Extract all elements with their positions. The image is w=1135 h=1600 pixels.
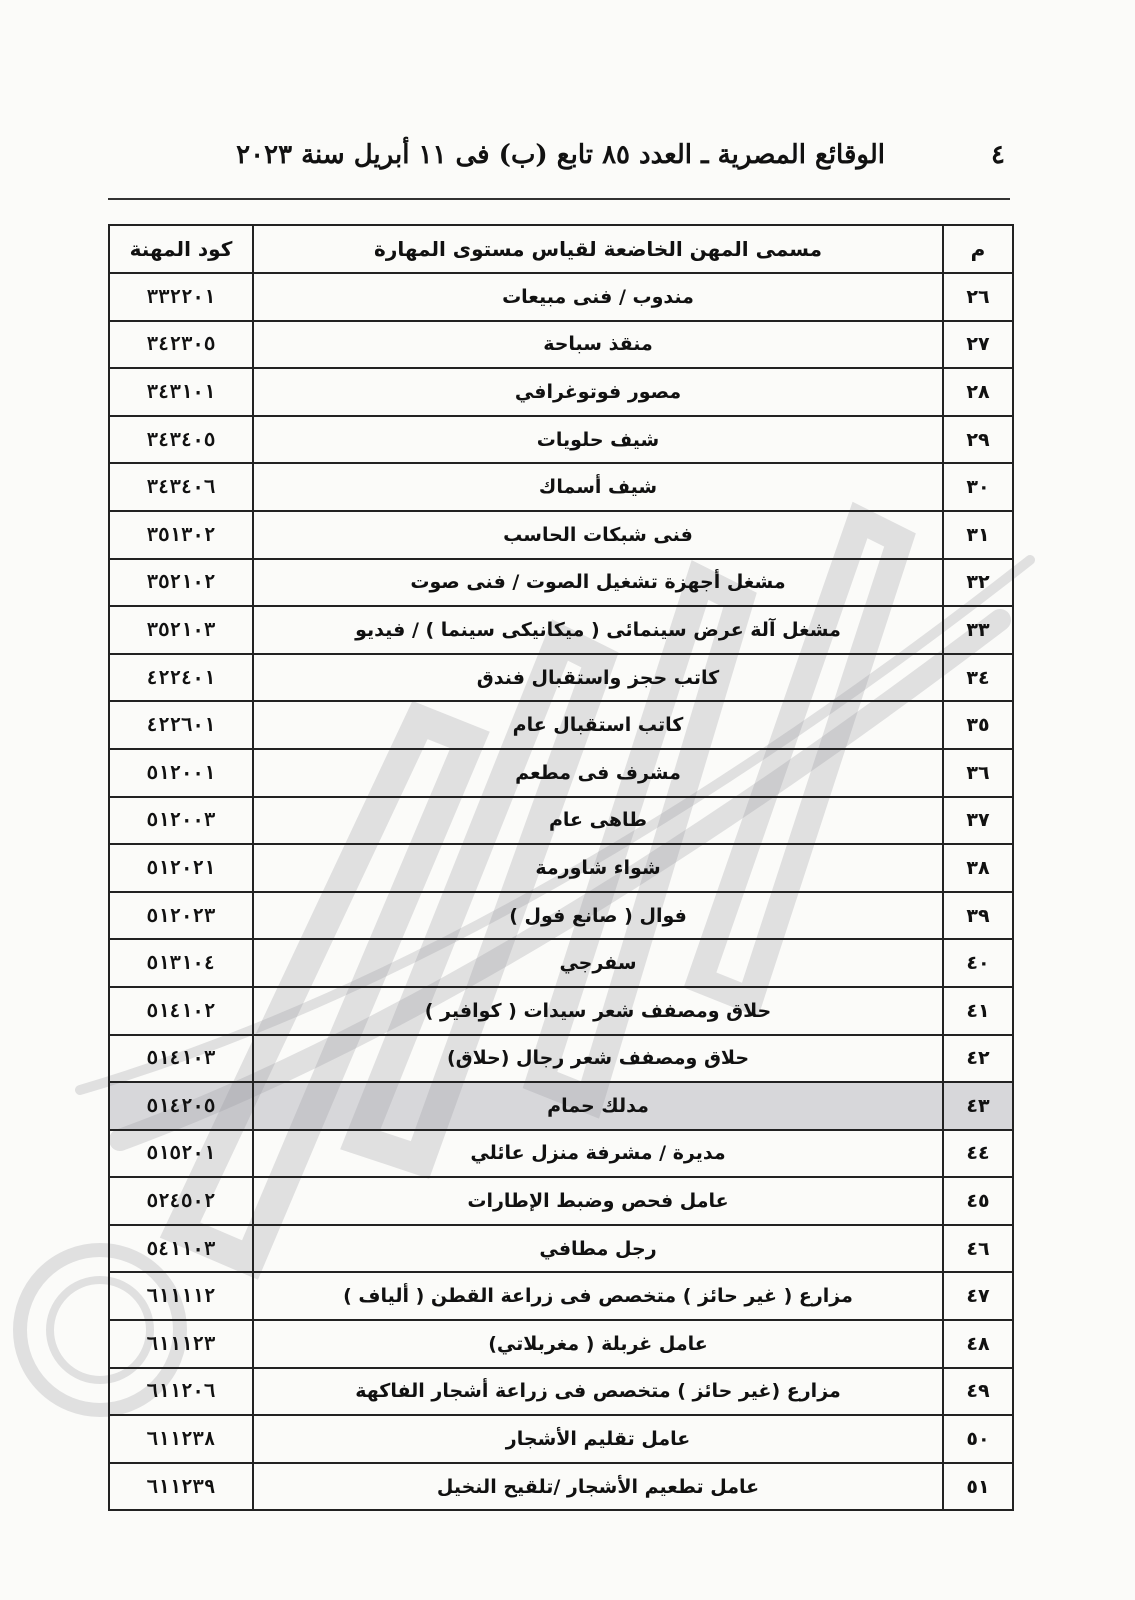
row-number-cell: ٤٨ xyxy=(943,1320,1013,1368)
profession-code-cell: ٥١٤٢٠٥ xyxy=(109,1082,253,1130)
profession-code-cell: ٦١١٢٣٩ xyxy=(109,1463,253,1511)
table-row xyxy=(109,797,1013,845)
profession-code-cell: ٦١١١٢٣ xyxy=(109,1320,253,1368)
page-number: ٤ xyxy=(991,140,1005,170)
profession-name-cell: سفرجي xyxy=(253,939,943,987)
table-row xyxy=(109,892,1013,940)
row-number-cell: ٣٦ xyxy=(943,749,1013,797)
profession-name-cell: مصور فوتوغرافي xyxy=(253,368,943,416)
table-row xyxy=(109,416,1013,464)
professions-table-container xyxy=(108,224,1012,1511)
profession-code-cell: ٥١٢٠٢١ xyxy=(109,844,253,892)
table-row xyxy=(109,1415,1013,1463)
profession-name-cell: عامل فحص وضبط الإطارات xyxy=(253,1177,943,1225)
profession-code-cell: ٣٥٢١٠٢ xyxy=(109,559,253,607)
profession-code-cell: ٣٤٣١٠١ xyxy=(109,368,253,416)
table-row xyxy=(109,463,1013,511)
row-number-cell: ٢٧ xyxy=(943,321,1013,369)
profession-code-cell: ٣٥١٣٠٢ xyxy=(109,511,253,559)
profession-name-cell: مشغل أجهزة تشغيل الصوت / فنى صوت xyxy=(253,559,943,607)
row-number-cell: ٣٨ xyxy=(943,844,1013,892)
profession-name-cell: رجل مطافي xyxy=(253,1225,943,1273)
profession-code-cell: ٦١١٢٠٦ xyxy=(109,1368,253,1416)
table-row xyxy=(109,1368,1013,1416)
table-header-row xyxy=(109,225,1013,273)
profession-name-cell: حلاق ومصفف شعر سيدات ( كوافير ) xyxy=(253,987,943,1035)
table-row xyxy=(109,368,1013,416)
profession-name-cell: عامل تطعيم الأشجار /تلقيح النخيل xyxy=(253,1463,943,1511)
table-row xyxy=(109,1177,1013,1225)
profession-name-cell: منقذ سباحة xyxy=(253,321,943,369)
row-number-cell: ٤٢ xyxy=(943,1035,1013,1083)
profession-code-cell: ٣٣٢٢٠١ xyxy=(109,273,253,321)
profession-code-cell: ٦١١٢٣٨ xyxy=(109,1415,253,1463)
row-number-cell: ٢٨ xyxy=(943,368,1013,416)
table-row xyxy=(109,1130,1013,1178)
profession-name-cell: مشرف فى مطعم xyxy=(253,749,943,797)
row-number-cell: ٥٠ xyxy=(943,1415,1013,1463)
table-row xyxy=(109,844,1013,892)
row-number-cell: ٤٠ xyxy=(943,939,1013,987)
table-row xyxy=(109,654,1013,702)
table-row xyxy=(109,511,1013,559)
profession-code-cell: ٥١٢٠٠٣ xyxy=(109,797,253,845)
row-number-cell: ٢٩ xyxy=(943,416,1013,464)
profession-code-cell: ٥١٢٠٠١ xyxy=(109,749,253,797)
table-body xyxy=(109,273,1013,1510)
row-number-cell: ٢٦ xyxy=(943,273,1013,321)
row-number-cell: ٣٠ xyxy=(943,463,1013,511)
row-number-cell: ٤٧ xyxy=(943,1272,1013,1320)
row-number-cell: ٣٣ xyxy=(943,606,1013,654)
profession-code-cell: ٥١٣١٠٤ xyxy=(109,939,253,987)
profession-name-cell: فوال ( صانع فول ) xyxy=(253,892,943,940)
profession-code-cell: ٥١٥٢٠١ xyxy=(109,1130,253,1178)
professions-table xyxy=(108,224,1014,1511)
profession-name-cell: عامل غربلة ( مغربلاتي) xyxy=(253,1320,943,1368)
table-row xyxy=(109,749,1013,797)
profession-code-cell: ٤٢٢٤٠١ xyxy=(109,654,253,702)
profession-name-cell: مديرة / مشرفة منزل عائلي xyxy=(253,1130,943,1178)
profession-code-cell: ٣٤٣٤٠٦ xyxy=(109,463,253,511)
profession-name-cell: طاهى عام xyxy=(253,797,943,845)
row-number-cell: ٤٥ xyxy=(943,1177,1013,1225)
row-number-cell: ٤١ xyxy=(943,987,1013,1035)
profession-name-cell: كاتب استقبال عام xyxy=(253,701,943,749)
table-row xyxy=(109,701,1013,749)
table-row xyxy=(109,939,1013,987)
row-number-cell: ٣٧ xyxy=(943,797,1013,845)
profession-name-cell: شيف أسماك xyxy=(253,463,943,511)
row-number-cell: ٣١ xyxy=(943,511,1013,559)
row-number-cell: ٣٥ xyxy=(943,701,1013,749)
profession-code-cell: ٥١٢٠٢٣ xyxy=(109,892,253,940)
profession-code-cell: ٦١١١١٢ xyxy=(109,1272,253,1320)
page-header xyxy=(205,140,1005,180)
profession-name-cell: حلاق ومصفف شعر رجال (حلاق) xyxy=(253,1035,943,1083)
profession-name-cell: عامل تقليم الأشجار xyxy=(253,1415,943,1463)
profession-name-cell: كاتب حجز واستقبال فندق xyxy=(253,654,943,702)
gazette-header-title: الوقائع المصرية ـ العدد ٨٥ تابع (ب) فى ١١ أبريل سنة ٢٠٢٣ xyxy=(236,140,885,170)
profession-name-cell: فنى شبكات الحاسب xyxy=(253,511,943,559)
table-row xyxy=(109,606,1013,654)
column-header-code: كود المهنة xyxy=(109,225,253,273)
row-number-cell: ٤٣ xyxy=(943,1082,1013,1130)
table-row xyxy=(109,1082,1013,1130)
profession-code-cell: ٤٢٢٦٠١ xyxy=(109,701,253,749)
table-row xyxy=(109,1320,1013,1368)
table-row xyxy=(109,1463,1013,1511)
table-row xyxy=(109,1225,1013,1273)
profession-code-cell: ٣٤٣٤٠٥ xyxy=(109,416,253,464)
profession-code-cell: ٣٥٢١٠٣ xyxy=(109,606,253,654)
row-number-cell: ٣٤ xyxy=(943,654,1013,702)
profession-code-cell: ٥٢٤٥٠٢ xyxy=(109,1177,253,1225)
profession-name-cell: مزارع ( غير حائز ) متخصص فى زراعة القطن ( ألياف ) xyxy=(253,1272,943,1320)
table-row xyxy=(109,273,1013,321)
table-row xyxy=(109,987,1013,1035)
profession-code-cell: ٣٤٢٣٠٥ xyxy=(109,321,253,369)
column-header-number: م xyxy=(943,225,1013,273)
profession-code-cell: ٥١٤١٠٢ xyxy=(109,987,253,1035)
table-row xyxy=(109,1272,1013,1320)
profession-name-cell: شيف حلويات xyxy=(253,416,943,464)
profession-name-cell: مشغل آلة عرض سينمائى ( ميكانيكى سينما ) / فيديو xyxy=(253,606,943,654)
header-divider xyxy=(108,198,1010,200)
profession-name-cell: مزارع (غير حائز ) متخصص فى زراعة أشجار الفاكهة xyxy=(253,1368,943,1416)
row-number-cell: ٣٩ xyxy=(943,892,1013,940)
profession-code-cell: ٥١٤١٠٣ xyxy=(109,1035,253,1083)
profession-code-cell: ٥٤١١٠٣ xyxy=(109,1225,253,1273)
row-number-cell: ٤٩ xyxy=(943,1368,1013,1416)
profession-name-cell: مندوب / فنى مبيعات xyxy=(253,273,943,321)
table-row xyxy=(109,321,1013,369)
row-number-cell: ٤٤ xyxy=(943,1130,1013,1178)
row-number-cell: ٣٢ xyxy=(943,559,1013,607)
row-number-cell: ٤٦ xyxy=(943,1225,1013,1273)
table-row xyxy=(109,1035,1013,1083)
profession-name-cell: شواء شاورمة xyxy=(253,844,943,892)
table-row xyxy=(109,559,1013,607)
row-number-cell: ٥١ xyxy=(943,1463,1013,1511)
column-header-profession: مسمى المهن الخاضعة لقياس مستوى المهارة xyxy=(253,225,943,273)
profession-name-cell: مدلك حمام xyxy=(253,1082,943,1130)
